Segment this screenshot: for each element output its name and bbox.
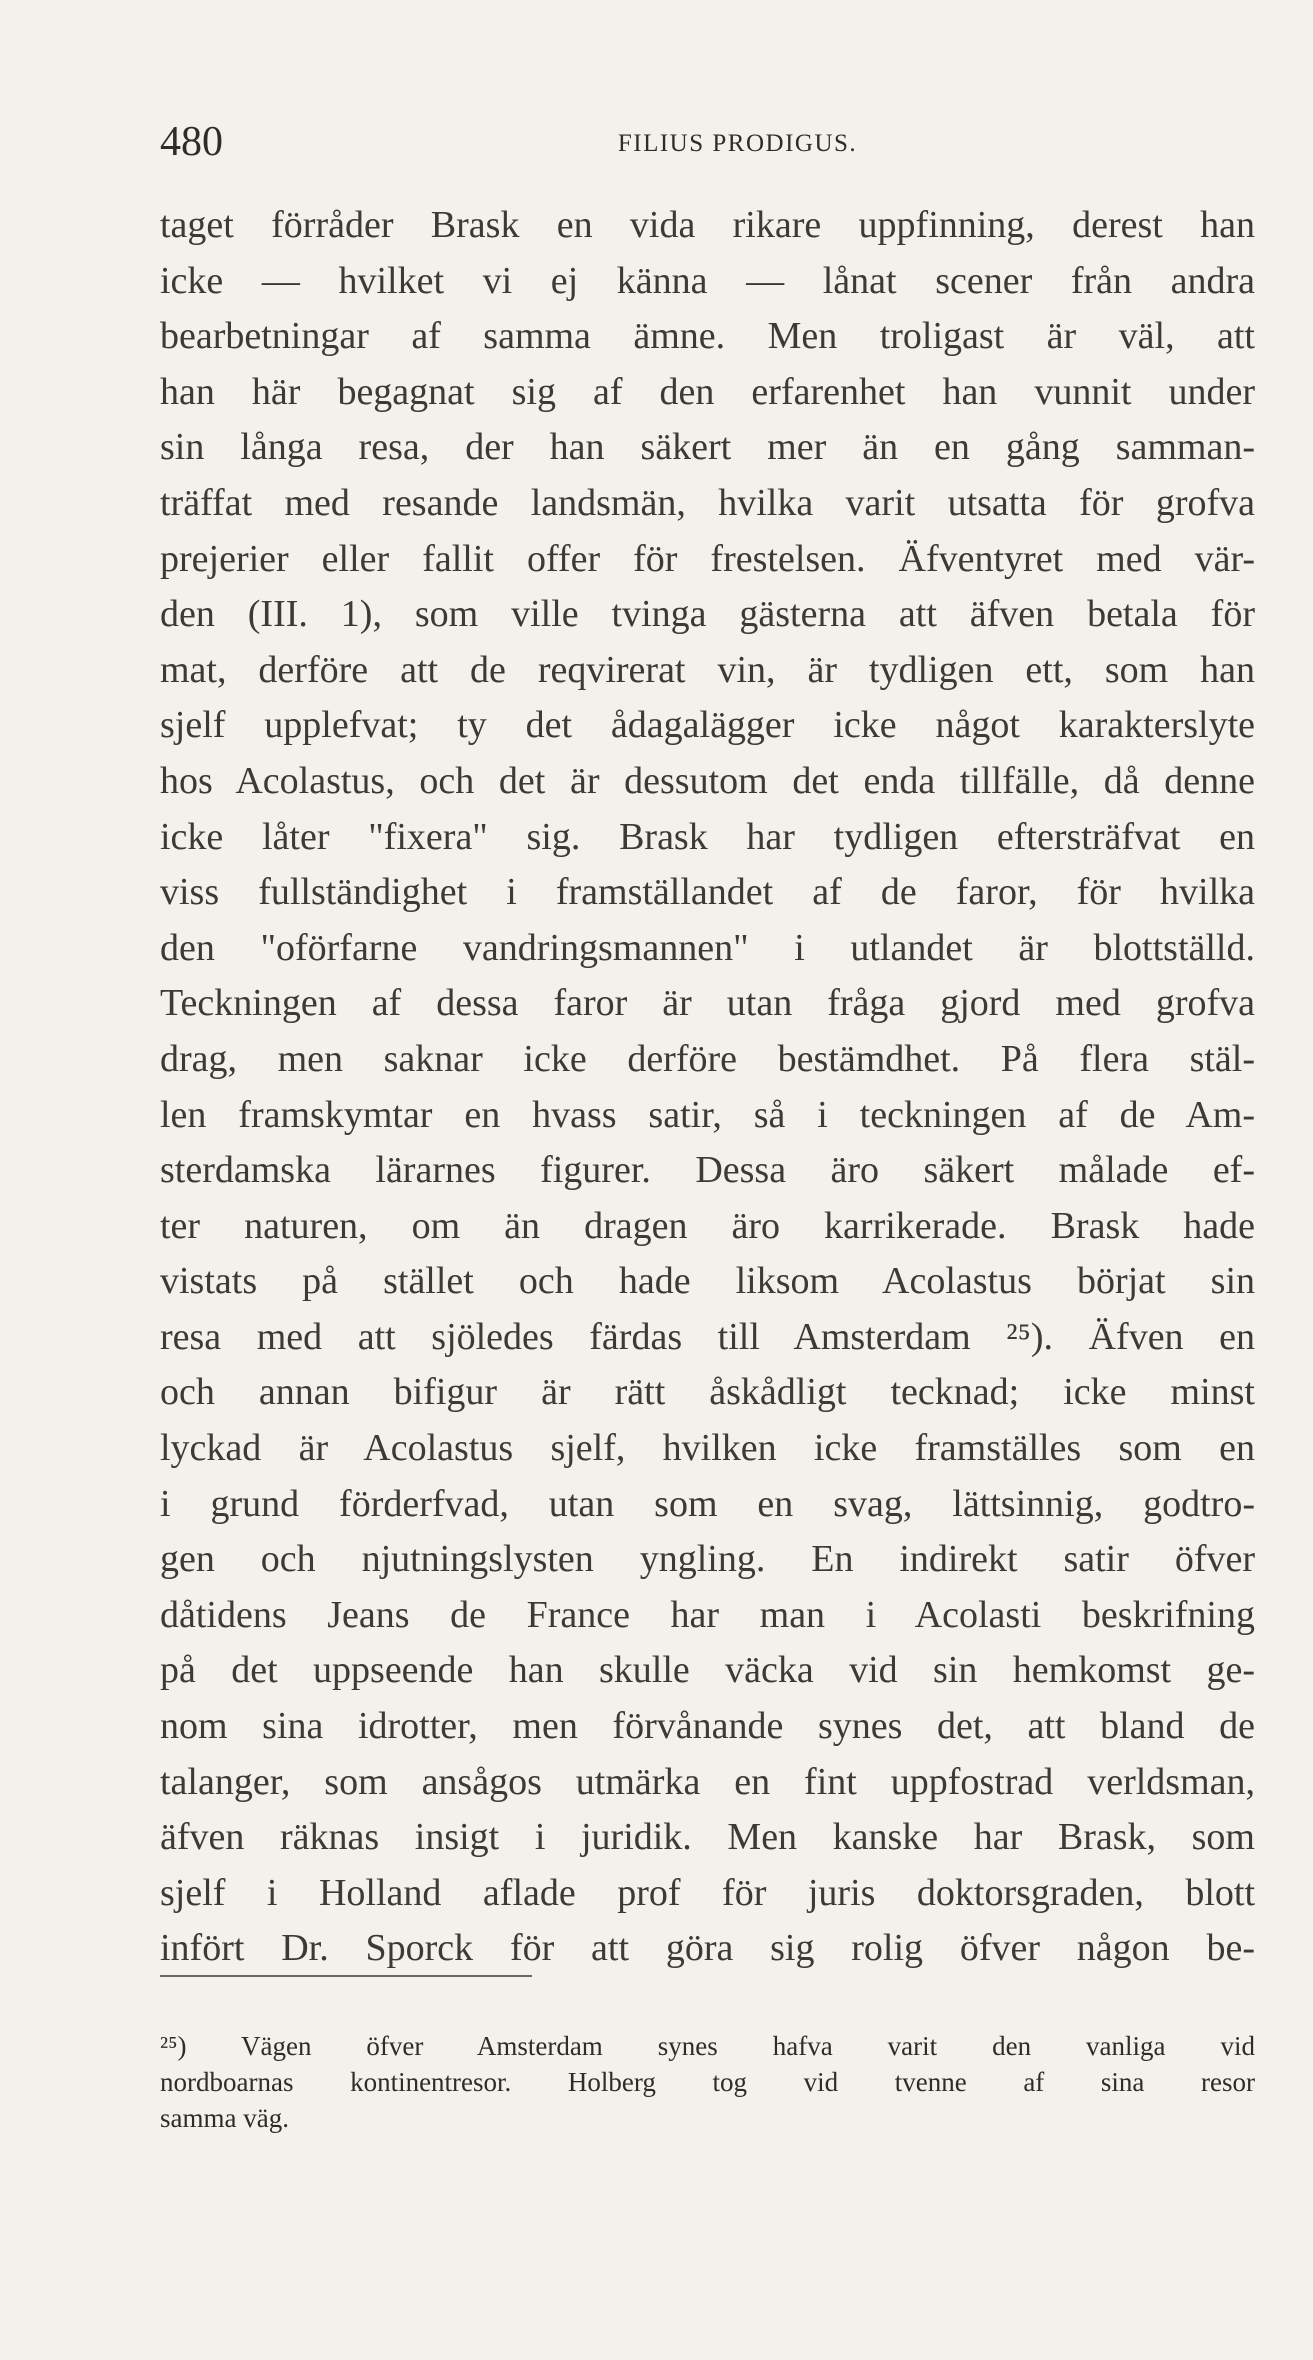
- footnote-line: nordboarnas kontinentresor. Holberg tog vid tvenne af sina resor: [160, 2067, 1255, 2097]
- text-line: prejerier eller fallit offer för frestelsen. Äfventyret med vär-: [160, 537, 1255, 580]
- footnote-line: ²⁵) Vägen öfver Amsterdam synes hafva varit den vanliga vid: [160, 2031, 1255, 2061]
- text-line: sjelf upplefvat; ty det ådagalägger icke något karakterslyte: [160, 704, 1255, 747]
- body-text: [160, 198, 1255, 1977]
- text-line: träffat med resande landsmän, hvilka varit utsatta för grofva: [160, 481, 1255, 524]
- text-line: viss fullständighet i framställandet af de faror, för hvilka: [160, 871, 1255, 914]
- text-line: hos Acolastus, och det är dessutom det enda tillfälle, då denne: [160, 759, 1255, 802]
- text-line: drag, men saknar icke derföre bestämdhet. På flera stäl-: [160, 1037, 1255, 1080]
- text-line: len framskymtar en hvass satir, så i teckningen af de Am-: [160, 1093, 1255, 1136]
- text-line: resa med att sjöledes färdas till Amsterdam ²⁵). Äfven en: [160, 1315, 1255, 1358]
- text-line: på det uppseende han skulle väcka vid sin hemkomst ge-: [160, 1649, 1255, 1692]
- text-line: icke låter "fixera" sig. Brask har tydligen eftersträfvat en: [160, 815, 1255, 858]
- text-line: han här begagnat sig af den erfarenhet han vunnit under: [160, 370, 1255, 413]
- text-line: äfven räknas insigt i juridik. Men kanske har Brask, som: [160, 1816, 1255, 1859]
- footnotes: [160, 2028, 1255, 2136]
- running-title: FILIUS PRODIGUS.: [617, 130, 858, 157]
- text-line: talanger, som ansågos utmärka en fint uppfostrad verldsman,: [160, 1760, 1255, 1803]
- page-header: [160, 118, 1255, 178]
- text-line: i grund förderfvad, utan som en svag, lättsinnig, godtro-: [160, 1482, 1255, 1525]
- text-line: nom sina idrotter, men förvånande synes det, att bland de: [160, 1705, 1255, 1748]
- page-number: 480: [160, 119, 223, 165]
- text-line: Teckningen af dessa faror är utan fråga gjord med grofva: [160, 982, 1255, 1025]
- text-line: gen och njutningslysten yngling. En indirekt satir öfver: [160, 1538, 1255, 1581]
- text-line: infört Dr. Sporck för att göra sig rolig öfver någon be-: [160, 1927, 1255, 1970]
- text-line: dåtidens Jeans de France har man i Acolasti beskrifning: [160, 1593, 1255, 1636]
- footnote-line: samma väg.: [160, 2103, 289, 2133]
- text-line: och annan bifigur är rätt åskådligt tecknad; icke minst: [160, 1371, 1255, 1414]
- text-line: taget förråder Brask en vida rikare uppfinning, derest han: [160, 204, 1255, 246]
- text-line: sin långa resa, der han säkert mer än en gång samman-: [160, 426, 1255, 469]
- text-line: lyckad är Acolastus sjelf, hvilken icke framställes som en: [160, 1427, 1255, 1470]
- text-line: sterdamska lärarnes figurer. Dessa äro säkert målade ef-: [160, 1149, 1255, 1192]
- text-line: mat, derföre att de reqvirerat vin, är tydligen ett, som han: [160, 648, 1255, 691]
- text-line: icke — hvilket vi ej känna — lånat scener från andra: [160, 259, 1255, 302]
- text-line: sjelf i Holland aflade prof för juris doktorsgraden, blott: [160, 1871, 1255, 1914]
- text-line: ter naturen, om än dragen äro karrikerade. Brask hade: [160, 1204, 1255, 1247]
- text-line: den "oförfarne vandringsmannen" i utlandet är blottställd.: [160, 926, 1255, 969]
- text-line: bearbetningar af samma ämne. Men troligast är väl, att: [160, 315, 1255, 358]
- footnote-divider: [160, 1975, 532, 1977]
- text-line: vistats på stället och hade liksom Acolastus börjat sin: [160, 1260, 1255, 1303]
- text-line: den (III. 1), som ville tvinga gästerna att äfven betala för: [160, 593, 1255, 636]
